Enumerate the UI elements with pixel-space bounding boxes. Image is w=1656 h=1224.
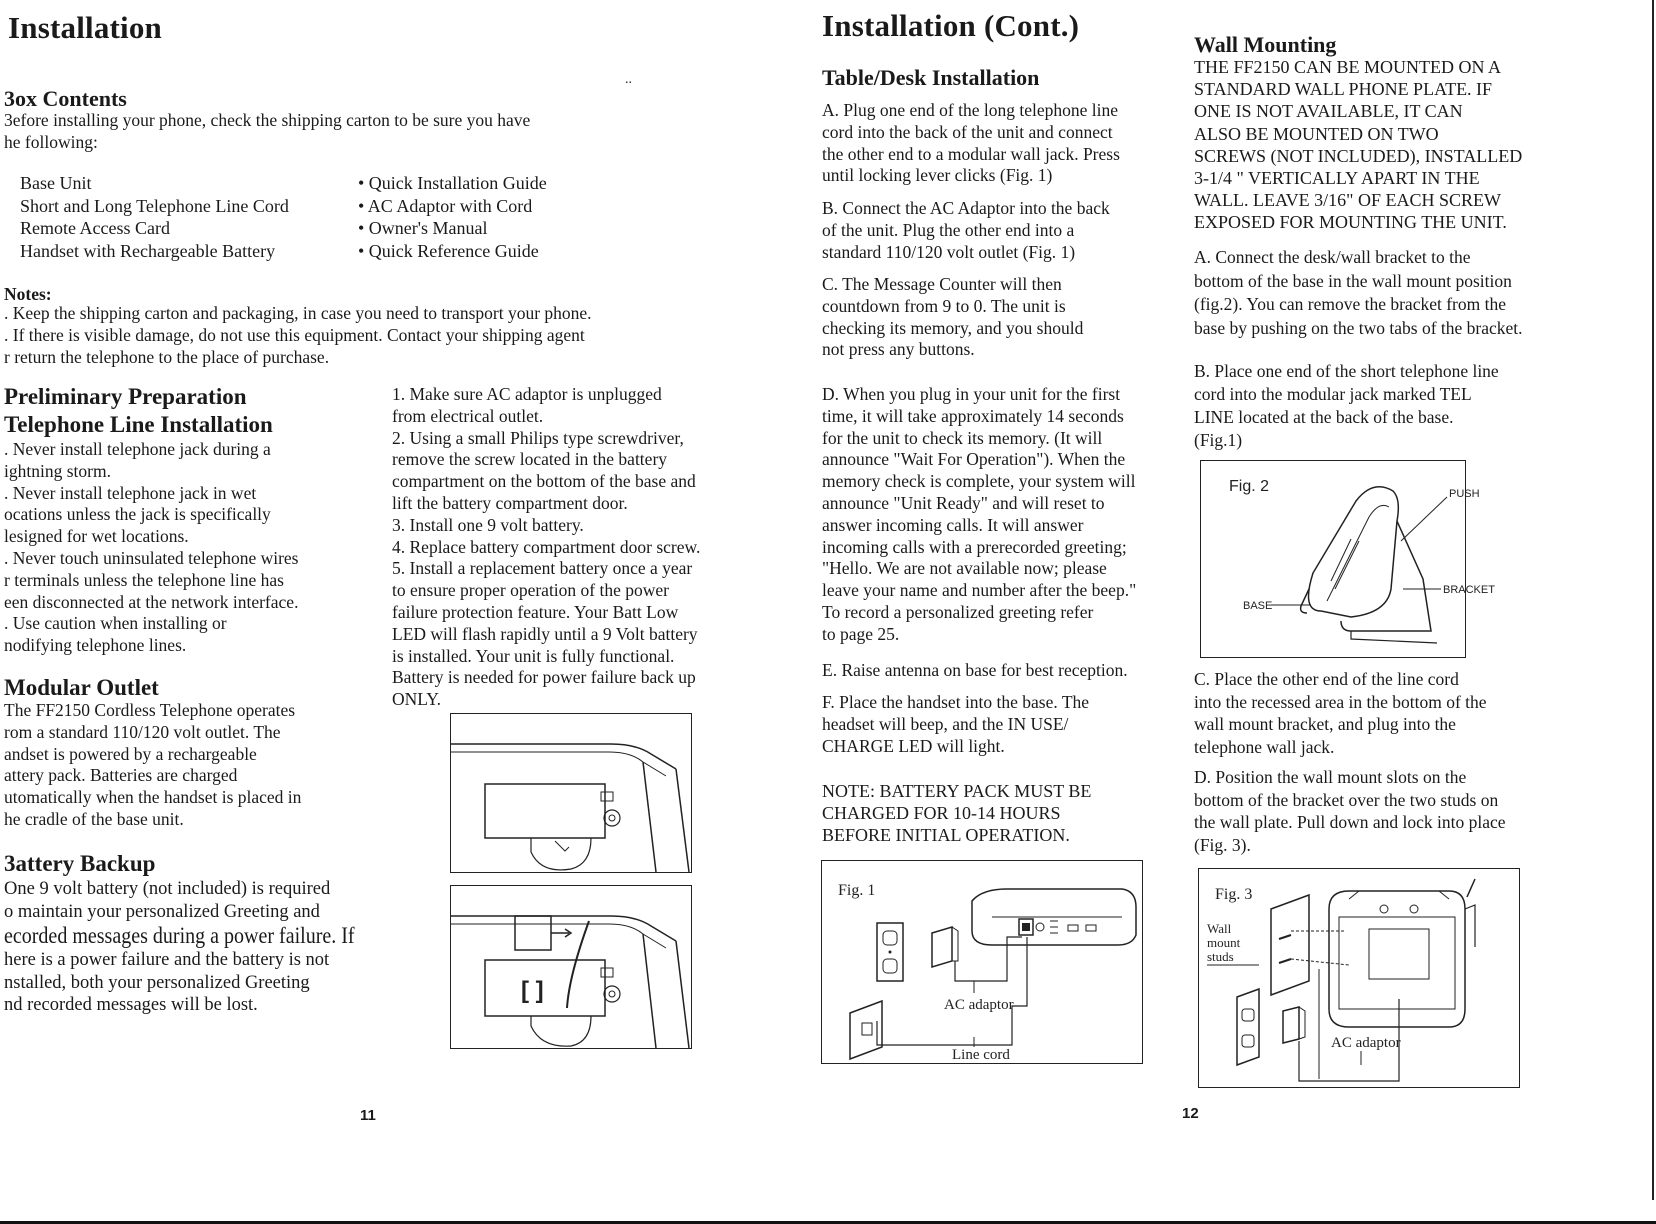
- text-line: into the recessed area in the bottom of the: [1194, 691, 1487, 712]
- step-line: 1. Make sure AC adaptor is unplugged: [392, 384, 662, 404]
- table-desk-step-a: [822, 100, 1120, 187]
- list-item: • Owner's Manual: [358, 218, 488, 238]
- battery-backup-heading: 3attery Backup: [4, 851, 156, 876]
- text-line: D. When you plug in your unit for the first: [822, 384, 1121, 404]
- text-line: r terminals unless the telephone line has: [4, 569, 284, 590]
- battery-note: [822, 780, 1091, 847]
- text-line: F. Place the handset into the base. The: [822, 692, 1090, 712]
- left-page-title: Installation: [8, 10, 162, 45]
- text-line: . Never install telephone jack during a: [4, 439, 271, 459]
- text-line: o maintain your personalized Greeting and: [4, 901, 320, 922]
- step-line: failure protection feature. Your Batt Low: [392, 601, 679, 622]
- text-line: countdown from 9 to 0. The unit is: [822, 295, 1066, 316]
- list-item: Remote Access Card: [20, 218, 170, 238]
- text-line: bottom of the bracket over the two studs on: [1194, 789, 1499, 810]
- text-line: announce "Unit Ready" and will reset to: [822, 492, 1105, 513]
- text-line: een disconnected at the network interface.: [4, 591, 299, 612]
- text-line: to page 25.: [822, 623, 900, 644]
- scan-right-edge: [1652, 0, 1654, 1200]
- text-line: the other end to a modular wall jack. Press: [822, 143, 1120, 164]
- text-line: STANDARD WALL PHONE PLATE. IF: [1194, 79, 1493, 100]
- step-line: from electrical outlet.: [392, 405, 544, 426]
- step-line: ONLY.: [392, 689, 441, 710]
- text-line: 3efore installing your phone, check the shipping carton to be sure you have: [4, 110, 531, 130]
- text-line: ALSO BE MOUNTED ON TWO: [1194, 123, 1439, 144]
- step-line: 3. Install one 9 volt battery.: [392, 514, 584, 535]
- step-line: Battery is needed for power failure back up: [392, 667, 696, 688]
- text-line: ightning storm.: [4, 460, 111, 481]
- table-desk-step-f: [822, 692, 1089, 757]
- figure-3: [1198, 868, 1520, 1088]
- box-contents-list-right: [358, 172, 547, 262]
- telephone-line-heading: Telephone Line Installation: [4, 412, 273, 437]
- text-line: A. Plug one end of the long telephone line: [822, 100, 1118, 120]
- step-line: 4. Replace battery compartment door screw.: [392, 536, 701, 557]
- notes-heading: Notes:: [4, 284, 52, 304]
- wall-mounting-step-c: [1194, 668, 1487, 758]
- text-line: incoming calls with a prerecorded greeting;: [822, 536, 1127, 557]
- text-line: "Hello. We are not available now; please: [822, 558, 1107, 579]
- text-line: A. Connect the desk/wall bracket to the: [1194, 247, 1471, 267]
- step-line: compartment on the bottom of the base and: [392, 471, 696, 492]
- text-line: telephone wall jack.: [1194, 736, 1335, 757]
- line-cord-label: Line cord: [952, 1047, 1010, 1063]
- fig3-ac-adaptor-label: AC adaptor: [1331, 1035, 1401, 1051]
- text-line: (fig.2). You can remove the bracket from the: [1194, 294, 1506, 314]
- note-line: . If there is visible damage, do not use this equipment. Contact your shipping agent: [4, 324, 585, 345]
- text-line: cord into the modular jack marked TEL: [1194, 384, 1472, 404]
- table-desk-step-b: [822, 198, 1110, 263]
- battery-backup-text: [4, 878, 407, 1017]
- base-label: BASE: [1243, 600, 1273, 612]
- text-line: The FF2150 Cordless Telephone operates: [4, 700, 296, 720]
- studs-label-line: Wall: [1207, 921, 1232, 936]
- note-line: . Keep the shipping carton and packaging, in case you need to transport your phone.: [4, 303, 592, 323]
- text-line: LINE located at the back of the base.: [1194, 407, 1454, 427]
- notes-list: [4, 303, 592, 368]
- text-line: answer incoming calls. It will answer: [822, 514, 1084, 535]
- battery-compartment-figure-1: [450, 713, 692, 873]
- box-contents-list-left: [20, 172, 289, 262]
- preliminary-heading: Preliminary Preparation: [4, 384, 247, 409]
- text-line: until locking lever clicks (Fig. 1): [822, 165, 1053, 186]
- text-line: of the unit. Plug the other end into a: [822, 219, 1075, 240]
- figure-2: [1200, 460, 1495, 658]
- text-line: NOTE: BATTERY PACK MUST BE: [822, 781, 1092, 801]
- text-line: headset will beep, and the IN USE/: [822, 713, 1069, 734]
- text-line: he following:: [4, 131, 98, 152]
- text-line: E. Raise antenna on base for best reception.: [822, 660, 1128, 680]
- table-desk-step-d: [822, 384, 1136, 646]
- text-line: attery pack. Batteries are charged: [4, 765, 238, 786]
- text-line: C. The Message Counter will then: [822, 274, 1062, 294]
- list-item: • Quick Reference Guide: [358, 240, 539, 261]
- figure-1: [821, 860, 1143, 1064]
- bracket-label: BRACKET: [1443, 584, 1495, 596]
- table-desk-heading: Table/Desk Installation: [822, 65, 1040, 90]
- text-line: One 9 volt battery (not included) is required: [4, 879, 331, 899]
- text-line: C. Place the other end of the line cord: [1194, 669, 1459, 689]
- page-number-right: 12: [1182, 1105, 1199, 1122]
- step-line: lift the battery compartment door.: [392, 492, 628, 513]
- page-number-left: 11: [360, 1107, 376, 1124]
- list-item: Base Unit: [20, 173, 92, 193]
- box-contents-heading: 3ox Contents: [4, 86, 127, 111]
- text-line: WALL. LEAVE 3/16" OF EACH SCREW: [1194, 190, 1502, 211]
- text-line: ocations unless the jack is specifically: [4, 504, 271, 525]
- note-line: r return the telephone to the place of purchase.: [4, 346, 330, 367]
- text-line: SCREWS (NOT INCLUDED), INSTALLED: [1194, 145, 1523, 166]
- text-line: not press any buttons.: [822, 339, 975, 360]
- text-line: standard 110/120 volt outlet (Fig. 1): [822, 241, 1076, 262]
- speck: ..: [625, 72, 632, 87]
- step-line: 2. Using a small Philips type screwdriver,: [392, 427, 684, 448]
- text-line: 3-1/4 " VERTICALLY APART IN THE: [1194, 168, 1480, 189]
- step-line: LED will flash rapidly until a 9 Volt battery: [392, 623, 698, 644]
- text-line: leave your name and number after the beep.": [822, 580, 1137, 601]
- text-line: time, it will take approximately 14 seconds: [822, 405, 1124, 426]
- text-line: CHARGED FOR 10-14 HOURS: [822, 803, 1061, 824]
- text-line: (Fig.1): [1194, 430, 1243, 450]
- text-line: wall mount bracket, and plug into the: [1194, 714, 1456, 734]
- text-line: memory check is complete, your system will: [822, 471, 1136, 492]
- box-contents-intro: [4, 110, 530, 154]
- wall-mounting-step-b: [1194, 360, 1499, 452]
- figure-3-label: Fig. 3: [1215, 886, 1253, 903]
- battery-compartment-figure-2: [450, 885, 692, 1049]
- step-line: remove the screw located in the battery: [392, 449, 668, 470]
- step-line: is installed. Your unit is fully functional.: [392, 645, 675, 666]
- table-desk-step-c: [822, 274, 1083, 361]
- text-line: To record a personalized greeting refer: [822, 601, 1094, 622]
- text-line: ONE IS NOT AVAILABLE, IT CAN: [1194, 101, 1463, 122]
- text-line: D. Position the wall mount slots on the: [1194, 767, 1467, 787]
- text-line: andset is powered by a rechargeable: [4, 743, 257, 764]
- text-line: . Use caution when installing or: [4, 613, 227, 634]
- text-line: announce "Wait For Operation"). When the: [822, 449, 1126, 470]
- text-line: checking its memory, and you should: [822, 317, 1084, 338]
- text-line: . Never install telephone jack in wet: [4, 482, 257, 503]
- text-line: . Never touch uninsulated telephone wires: [4, 547, 299, 568]
- list-item: • AC Adaptor with Cord: [358, 195, 533, 216]
- table-desk-step-e: [822, 660, 1128, 682]
- text-line: BEFORE INITIAL OPERATION.: [822, 825, 1070, 846]
- text-line: ecorded messages during a power failure. If: [4, 923, 355, 948]
- text-line: (Fig. 3).: [1194, 834, 1251, 855]
- wall-mounting-heading: Wall Mounting: [1194, 32, 1337, 57]
- wall-mounting-step-d: [1194, 766, 1506, 856]
- studs-label-line: mount: [1207, 935, 1241, 950]
- text-line: B. Connect the AC Adaptor into the back: [822, 198, 1110, 218]
- list-item: Short and Long Telephone Line Cord: [20, 195, 289, 216]
- wall-mounting-intro: [1194, 56, 1522, 234]
- text-line: EXPOSED FOR MOUNTING THE UNIT.: [1194, 212, 1507, 233]
- wall-mounting-step-a: [1194, 246, 1523, 340]
- text-line: cord into the back of the unit and connect: [822, 121, 1113, 142]
- text-line: lesigned for wet locations.: [4, 526, 189, 547]
- text-line: the wall plate. Pull down and lock into place: [1194, 812, 1506, 832]
- text-line: nodifying telephone lines.: [4, 635, 187, 656]
- text-line: utomatically when the handset is placed in: [4, 787, 302, 808]
- preliminary-list: [4, 439, 299, 657]
- text-line: B. Place one end of the short telephone line: [1194, 361, 1499, 381]
- text-line: nd recorded messages will be lost.: [4, 995, 258, 1015]
- modular-outlet-heading: Modular Outlet: [4, 675, 159, 700]
- figure-2-label: Fig. 2: [1229, 478, 1270, 495]
- step-line: 5. Install a replacement battery once a year: [392, 558, 693, 579]
- list-item: • Quick Installation Guide: [358, 173, 547, 193]
- step-line: to ensure proper operation of the power: [392, 580, 669, 601]
- list-item: Handset with Rechargeable Battery: [20, 240, 276, 261]
- studs-label-line: studs: [1207, 949, 1234, 964]
- ac-adaptor-label: AC adaptor: [944, 997, 1014, 1013]
- text-line: rom a standard 110/120 volt outlet. The: [4, 721, 281, 742]
- push-label: PUSH: [1449, 488, 1480, 500]
- text-line: bottom of the base in the wall mount position: [1194, 270, 1512, 291]
- text-line: he cradle of the base unit.: [4, 808, 184, 829]
- text-line: THE FF2150 CAN BE MOUNTED ON A: [1194, 57, 1502, 77]
- figure-1-label: Fig. 1: [838, 882, 876, 899]
- text-line: nstalled, both your personalized Greeting: [4, 972, 310, 993]
- right-page-title: Installation (Cont.): [822, 8, 1080, 43]
- text-line: for the unit to check its memory. (It will: [822, 427, 1103, 448]
- battery-steps: [392, 384, 700, 711]
- svg-text:[ ]: [ ]: [521, 977, 544, 1004]
- text-line: CHARGE LED will light.: [822, 735, 1005, 756]
- text-line: here is a power failure and the battery is not: [4, 950, 330, 970]
- text-line: base by pushing on the two tabs of the bracket.: [1194, 317, 1523, 338]
- modular-outlet-text: [4, 700, 301, 831]
